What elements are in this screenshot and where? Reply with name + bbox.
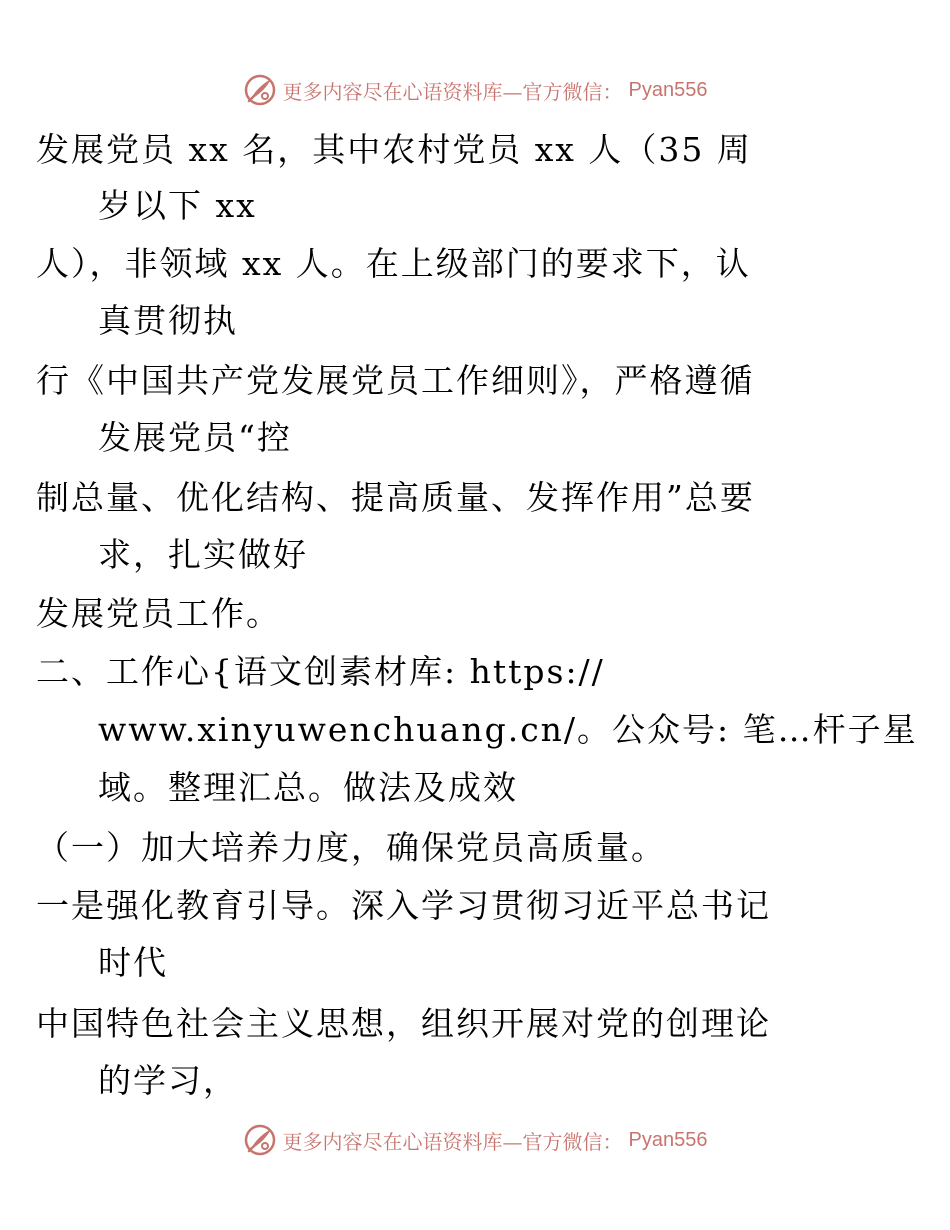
text-line: 的学习， bbox=[98, 1061, 238, 1100]
header-watermark-id: Pyan556 bbox=[628, 78, 708, 101]
text-line: 制总量、优化结构、提高质量、发挥作用”总要 bbox=[36, 478, 755, 517]
text-line: 时代 bbox=[98, 943, 168, 982]
footer-watermark-id: Pyan556 bbox=[628, 1128, 708, 1151]
text-line: 行《中国共产党发展党员工作细则》，严格遵循 bbox=[36, 361, 755, 400]
text-line: （一）加大培养力度，确保党员高质量。 bbox=[36, 828, 666, 867]
text-line: 发展党员工作。 bbox=[36, 594, 281, 633]
feather-pen-logo-icon bbox=[243, 73, 277, 107]
header-watermark-banner bbox=[0, 68, 950, 112]
text-line: 中国特色社会主义思想，组织开展对党的创理论 bbox=[36, 1004, 771, 1043]
text-line: 二、工作心{语文创素材库: https:// bbox=[36, 652, 605, 691]
text-line: 真贯彻执 bbox=[98, 301, 238, 340]
text-line: 人），非领域 xx 人。在上级部门的要求下，认 bbox=[36, 244, 751, 283]
text-line: 求，扎实做好 bbox=[98, 535, 308, 574]
text-line: www.xinyuwenchuang.cn/。公众号: 笔…杆子星 bbox=[98, 710, 918, 749]
footer-watermark-banner bbox=[0, 1118, 950, 1162]
header-watermark-text: 更多内容尽在心语资料库—官方微信： bbox=[282, 79, 623, 104]
text-line: 域。整理汇总。做法及成效 bbox=[98, 768, 518, 807]
text-line: 一是强化教育引导。深入学习贯彻习近平总书记 bbox=[36, 886, 771, 925]
text-line: 发展党员“控 bbox=[98, 418, 292, 457]
text-line: 岁以下 xx bbox=[98, 186, 257, 225]
feather-pen-logo-icon bbox=[243, 1123, 277, 1157]
footer-watermark-text: 更多内容尽在心语资料库—官方微信： bbox=[282, 1129, 623, 1154]
text-line: 发展党员 xx 名，其中农村党员 xx 人（35 周 bbox=[36, 130, 752, 169]
